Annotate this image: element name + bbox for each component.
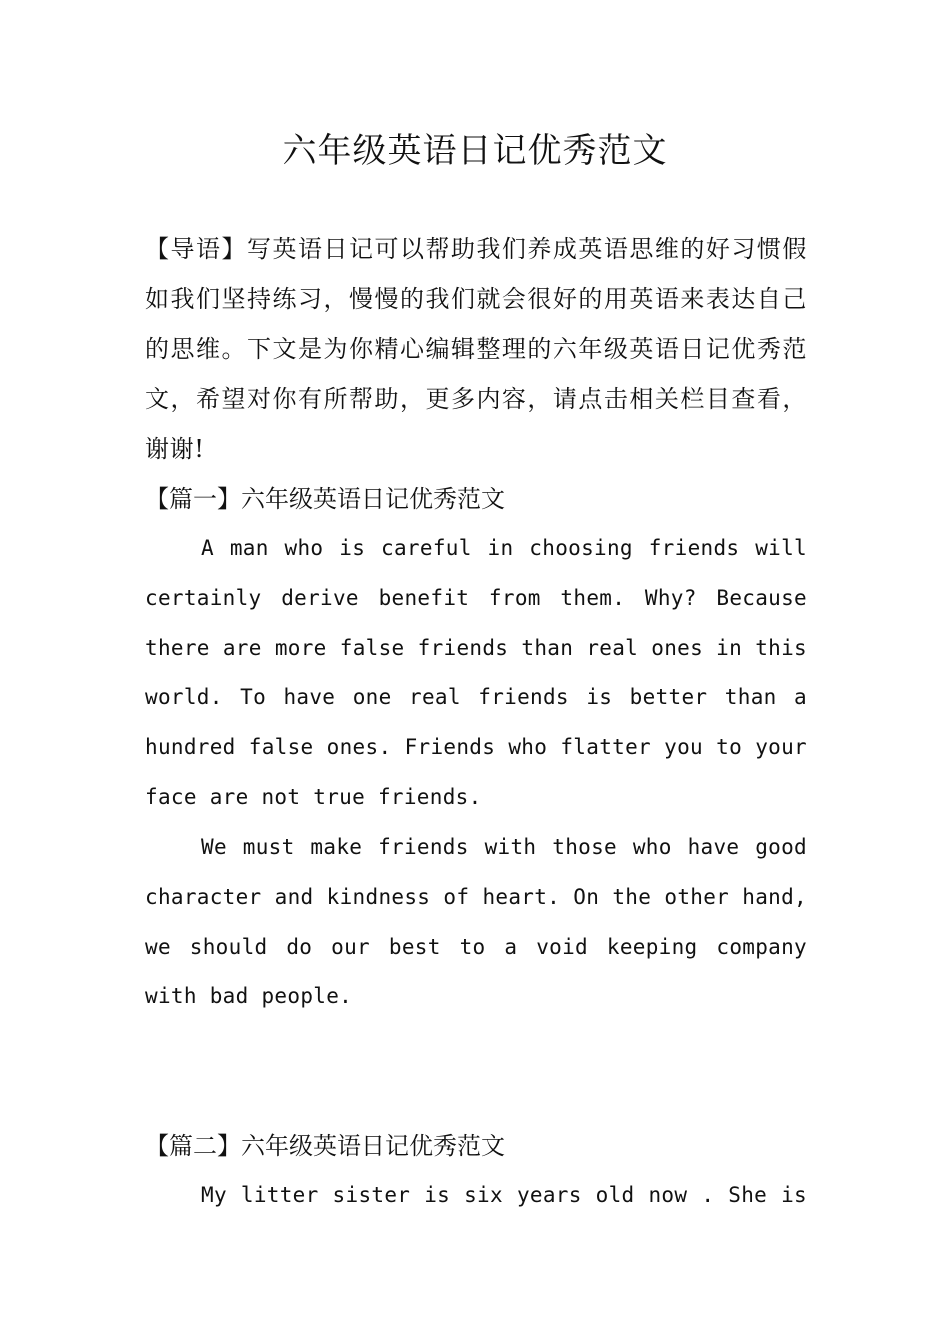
- section-1-heading: 【篇一】六年级英语日记优秀范文: [145, 485, 505, 513]
- intro-paragraph: 【导语】写英语日记可以帮助我们养成英语思维的好习惯假如我们坚持练习，慢慢的我们就会很好的用英语来表达自己的思维。下文是为你精心编辑整理的六年级英语日记优秀范文，希望对你有所帮助，更多内容，请点击相关栏目查看，谢谢!: [145, 235, 807, 463]
- section-2-heading: 【篇二】六年级英语日记优秀范文: [145, 1132, 505, 1160]
- section-2-paragraph-1: My litter sister is six years old now . She is: [201, 1183, 807, 1207]
- section-1-paragraph-1: A man who is careful in choosing friends will certainly derive benefit from them. Why? Because there are more false friends than real ones in this world. To have one real friends is better than a hundred false ones. Friends who flatter you to your face are not true friends.: [145, 536, 807, 809]
- document-title: 六年级英语日记优秀范文: [282, 131, 668, 171]
- section-1-paragraph-2: We must make friends with those who have good character and kindness of heart. On the other hand, we should do our best to a void keeping company with bad people.: [145, 835, 807, 1009]
